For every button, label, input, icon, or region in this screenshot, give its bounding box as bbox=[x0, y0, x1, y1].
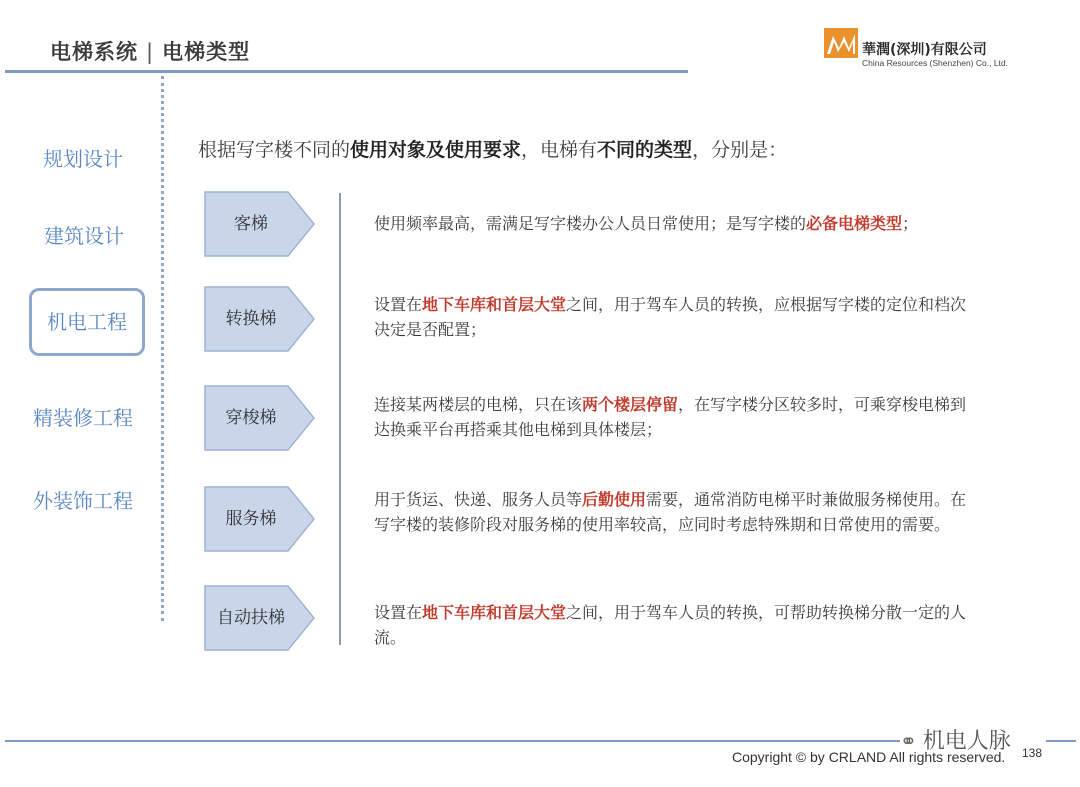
desc-text: 连接某两楼层的电梯，只在该 bbox=[374, 395, 583, 414]
type-arrow-shuttle bbox=[204, 385, 316, 451]
type-arrow-service bbox=[204, 486, 316, 552]
logo-name-cn: 華潤(深圳)有限公司 bbox=[862, 42, 987, 58]
nav-item-architecture[interactable]: 建筑设计 bbox=[44, 224, 124, 248]
type-label: 客梯 bbox=[234, 214, 268, 234]
intro-bold: 使用对象及使用要求 bbox=[350, 139, 522, 161]
nav-item-mep-active[interactable]: 机电工程 bbox=[29, 288, 145, 356]
desc-text: 之间，用于驾车人员的转换，应根据写字楼的定位和档次决定是否配置； bbox=[374, 295, 967, 339]
footer-rule bbox=[1046, 740, 1076, 742]
page-number: 138 bbox=[1022, 746, 1043, 760]
type-desc bbox=[374, 292, 974, 342]
slide-title: 电梯类型 bbox=[162, 40, 251, 64]
intro-part: ，电梯有 bbox=[521, 139, 598, 161]
type-label: 自动扶梯 bbox=[217, 608, 285, 628]
section-name: 电梯系统 bbox=[50, 40, 138, 64]
highlight-text: 地下车库和首层大堂 bbox=[422, 603, 567, 622]
footer-rule bbox=[5, 740, 900, 742]
logo-name-en: China Resources (Shenzhen) Co., Ltd. bbox=[862, 58, 1008, 68]
type-label: 服务梯 bbox=[225, 509, 277, 529]
desc-text: 用于货运、快递、服务人员等 bbox=[374, 490, 583, 509]
copyright: Copyright © by CRLAND All rights reserved. bbox=[732, 749, 1006, 765]
nav-divider bbox=[161, 76, 164, 621]
type-desc bbox=[374, 211, 974, 236]
nav-item-planning[interactable]: 规划设计 bbox=[43, 147, 123, 171]
content-divider bbox=[339, 193, 341, 645]
type-arrow-escalator bbox=[204, 585, 316, 651]
title-separator: | bbox=[146, 40, 155, 64]
intro-part: ，分别是： bbox=[692, 139, 788, 161]
type-arrow-passenger bbox=[204, 191, 316, 257]
type-label: 转换梯 bbox=[225, 309, 277, 329]
nav-item-facade[interactable]: 外装饰工程 bbox=[33, 489, 133, 513]
desc-text: 使用频率最高，需满足写字楼办公人员日常使用；是写字楼的 bbox=[374, 214, 807, 233]
page-title bbox=[50, 36, 250, 66]
highlight-text: 地下车库和首层大堂 bbox=[422, 295, 567, 314]
type-desc bbox=[374, 600, 974, 650]
desc-text: 设置在 bbox=[374, 603, 423, 622]
intro-text bbox=[198, 135, 787, 162]
desc-text: 需要，通常消防电梯平时兼做服务梯使用。在写字楼的装修阶段对服务梯的使用率较高，应同时考虑特殊期和日常使用的需要。 bbox=[374, 490, 967, 534]
type-arrow-transfer bbox=[204, 286, 316, 352]
highlight-text: 必备电梯类型 bbox=[806, 214, 903, 233]
wechat-icon: ⚭ bbox=[900, 729, 917, 753]
header-rule bbox=[5, 70, 688, 73]
type-desc bbox=[374, 392, 974, 442]
desc-text: ，在写字楼分区较多时，可乘穿梭电梯到达换乘平台再搭乘其他电梯到具体楼层； bbox=[374, 395, 967, 439]
desc-text: 之间，用于驾车人员的转换，可帮助转换梯分散一定的人流。 bbox=[374, 603, 967, 647]
highlight-text: 两个楼层停留 bbox=[582, 395, 679, 414]
desc-text: 设置在 bbox=[374, 295, 423, 314]
logo-mark-icon bbox=[824, 28, 858, 58]
watermark-text: 机电人脉 bbox=[922, 729, 1011, 754]
intro-part: 根据写字楼不同的 bbox=[198, 139, 351, 161]
intro-bold: 不同的类型 bbox=[597, 139, 693, 161]
highlight-text: 后勤使用 bbox=[582, 490, 647, 509]
nav-item-interior[interactable]: 精装修工程 bbox=[33, 406, 133, 430]
desc-text: ； bbox=[902, 214, 919, 233]
type-label: 穿梭梯 bbox=[225, 408, 277, 428]
type-desc bbox=[374, 487, 974, 537]
